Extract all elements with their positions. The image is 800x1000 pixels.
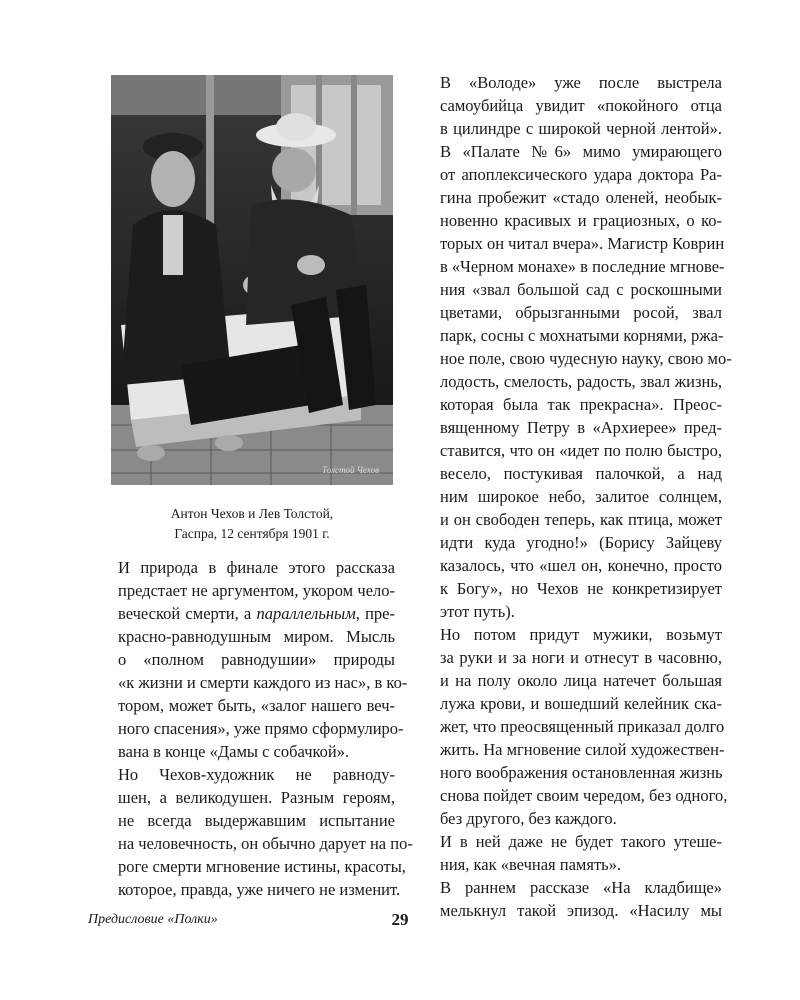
text-line: В «Палате №6» мимо умирающего xyxy=(440,142,722,161)
text-line: предстает не аргументом, укором чело- xyxy=(118,581,395,600)
text-line: ставится, что он «идет по полю быстро, xyxy=(440,441,722,460)
text-line: не всегда выдержавшим испытание xyxy=(118,811,395,830)
page-number: 29 xyxy=(391,910,409,929)
text-line: которое, правда, уже ничего не изменит. xyxy=(118,880,401,899)
text-line: веческой смерти, а параллельным, пре- xyxy=(118,604,395,623)
text-line: к Богу», но Чехов не конкретизирует xyxy=(440,579,722,598)
text-line: роге смерти мгновение истины, красоты, xyxy=(118,857,406,876)
text-line: ния «звал большой сад с роскошными xyxy=(440,280,722,299)
text-line: вященному Петру в «Архиерее» пред- xyxy=(440,418,722,437)
text-line: лодость, смелость, радость, звал жизнь, xyxy=(440,372,722,391)
photo-signature: Толстой Чехов xyxy=(322,465,379,475)
text-line: и на полу около лица натечет большая xyxy=(440,671,722,690)
text-line: весело, постукивая палочкой, а над xyxy=(440,464,722,483)
text-line: И в ней даже не будет такого утеше- xyxy=(440,832,722,851)
left-column xyxy=(88,556,413,901)
text-line: парк, сосны с мохнатыми корнями, ржа- xyxy=(440,326,724,345)
text-line: за руки и за ноги и отнесут в часовню, xyxy=(440,648,722,667)
text-line: шен, а великодушен. Разным героям, xyxy=(118,788,395,807)
right-column xyxy=(410,71,732,922)
text-line: И природа в финале этого рассказа xyxy=(118,558,395,577)
text-line: В раннем рассказе «На кладбище» xyxy=(440,878,722,897)
text-line: новенно красивых и грациозных, о ко- xyxy=(440,211,722,230)
text-line: вана в конце «Дамы с собачкой». xyxy=(118,742,350,761)
photo-image xyxy=(111,75,393,485)
running-footer: Предисловие «Полки» xyxy=(88,912,218,927)
text-line: гина пробежит «стадо оленей, необык- xyxy=(440,188,722,207)
text-line: от апоплексического удара доктора Ра- xyxy=(440,165,722,184)
text-line: о «полном равнодушии» природы xyxy=(118,650,395,669)
text-line: на человечность, он обычно дарует на по- xyxy=(118,834,413,853)
text-line: В «Володе» уже после выстрела xyxy=(440,73,722,92)
text-line: красно-равнодушным миром. Мысль xyxy=(118,627,395,646)
text-line: и он свободен теперь, как птица, может xyxy=(440,510,722,529)
text-line: Но Чехов-художник не равноду- xyxy=(118,765,395,784)
text-line: в «Черном монахе» в последние мгнове- xyxy=(440,257,725,276)
text-line: которая была так прекрасна». Преос- xyxy=(440,395,722,414)
text-line: в цилиндре с широкой черной лентой». xyxy=(440,119,722,138)
text-line: торых он читал вчера». Магистр Коврин xyxy=(440,234,725,253)
text-line: «к жизни и смерти каждого из нас», в ко- xyxy=(118,673,408,692)
paragraph xyxy=(410,830,722,876)
text-line: без другого, без каждого. xyxy=(440,809,617,828)
text-line: казалось, что «шел он, конечно, просто xyxy=(440,556,722,575)
photo-chekhov-tolstoy xyxy=(111,75,393,485)
text-line: ного спасения», уже прямо сформулиро- xyxy=(118,719,404,738)
caption-line: Гаспра, 12 сентября 1901 г. xyxy=(174,526,330,541)
paragraph xyxy=(88,556,408,763)
text-line: этот путь). xyxy=(440,602,515,621)
text-line: ния, как «вечная память». xyxy=(440,855,622,874)
photo-caption xyxy=(103,504,401,544)
paragraph xyxy=(410,71,732,623)
text-line: тором, может быть, «залог нашего веч- xyxy=(118,696,395,715)
paragraph xyxy=(410,623,728,830)
text-line: цветами, обрызганными росой, звал xyxy=(440,303,722,322)
text-line: лужа крови, и вошедший келейник ска- xyxy=(440,694,722,713)
text-line: жить. На мгновение силой художествен- xyxy=(440,740,725,759)
text-line: ного воображения остановленная жизнь xyxy=(440,763,723,782)
text-line: идти куда угодно!» (Борису Зайцеву xyxy=(440,533,722,552)
text-line: мелькнул такой эпизод. «Насилу мы xyxy=(440,901,722,920)
text-line: ное поле, свою чудесную науку, свою мо- xyxy=(440,349,732,368)
text-line: самоубийца увидит «покойного отца xyxy=(440,96,722,115)
caption-line: Антон Чехов и Лев Толстой, xyxy=(170,506,334,521)
text-line: снова пойдет своим чередом, без одного, xyxy=(440,786,728,805)
paragraph xyxy=(88,763,413,901)
text-line: Но потом придут мужики, возьмут xyxy=(440,625,722,644)
text-line: жет, что преосвященный приказал долго xyxy=(440,717,725,736)
text-line: ним широкое небо, залитое солнцем, xyxy=(440,487,722,506)
